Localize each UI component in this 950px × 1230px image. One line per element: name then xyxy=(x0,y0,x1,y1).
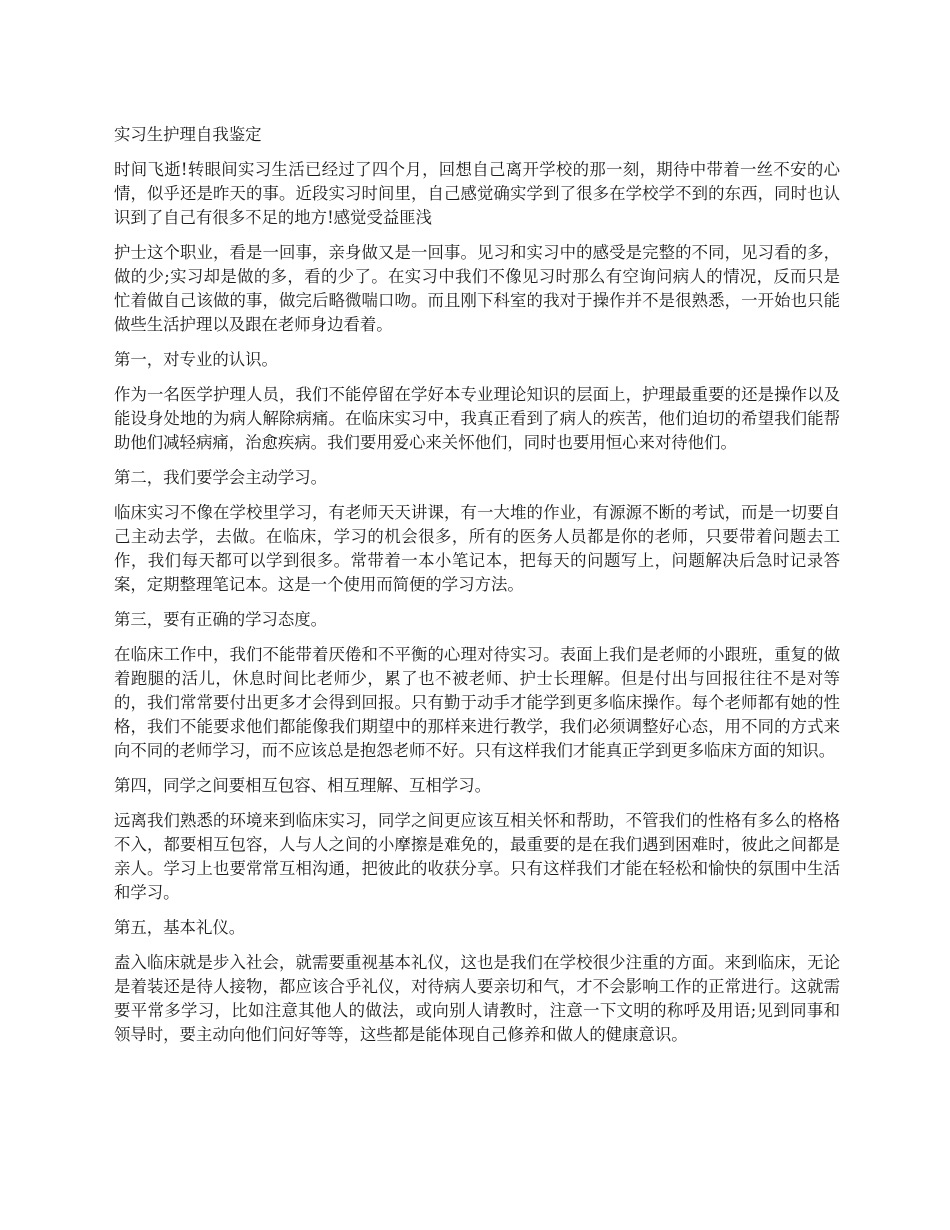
section-heading-3: 第三，要有正确的学习态度。 xyxy=(114,610,328,629)
document-page xyxy=(114,123,840,1058)
paragraph-section-3: 在临床工作中，我们不能带着厌倦和不平衡的心理对待实习。表面上我们是老师的小跟班，重复的做着跑腿的活儿，休息时间比老师少，累了也不被老师、护士长理解。但是付出与回报往往不是对等的，我们常常要付出更多才会得到回报。只有勤于动手才能学到更多临床操作。每个老师都有她的性格，我们不能要求他们都能像我们期望中的那样来进行教学，我们必须调整好心态，用不同的方式来向不同的老师学习，而不应该总是抱怨老师不好。只有这样我们才能真正学到更多临床方面的知识。 xyxy=(114,645,840,760)
paragraph-section-1: 作为一名医学护理人员，我们不能停留在学好本专业理论知识的层面上，护理最重要的还是操作以及能设身处地的为病人解除病痛。在临床实习中，我真正看到了病人的疾苦，他们迫切的希望我们能帮助他们减轻病痛，治愈疾病。我们要用爱心来关怀他们，同时也要用恒心来对待他们。 xyxy=(114,385,840,452)
paragraph-nursing-job: 护士这个职业，看是一回事，亲身做又是一回事。见习和实习中的感受是完整的不同，见习看的多，做的少;实习却是做的多，看的少了。在实习中我们不像见习时那么有空询问病人的情况，反而只是忙着做自己该做的事，做完后略微喘口吻。而且刚下科室的我对于操作并不是很熟悉，一开始也只能做些生活护理以及跟在老师身边看着。 xyxy=(114,243,840,334)
section-heading-1: 第一，对专业的认识。 xyxy=(114,350,278,369)
section-heading-5: 第五，基本礼仪。 xyxy=(114,918,246,937)
document-title: 实习生护理自我鉴定 xyxy=(114,125,262,144)
paragraph-section-2: 临床实习不像在学校里学习，有老师天天讲课，有一大堆的作业，有源源不断的考试，而是一切要自己主动去学，去做。在临床，学习的机会很多，所有的医务人员都是你的老师，只要带着问题去工作，我们每天都可以学到很多。常带着一本小笔记本，把每天的问题写上，问题解决后急时记录答案，定期整理笔记本。这是一个使用而简便的学习方法。 xyxy=(114,503,840,594)
paragraph-section-5: 盍入临床就是步入社会，就需要重视基本礼仪，这也是我们在学校很少注重的方面。来到临床，无论是着装还是待人接物，都应该合乎礼仪，对待病人要亲切和气，才不会影响工作的正常进行。这就需要平常多学习，比如注意其他人的做法，或向别人请教时，注意一下文明的称呼及用语;见到同事和领导时，要主动向他们问好等等，这些都是能体现自己修养和做人的健康意识。 xyxy=(114,953,840,1044)
section-heading-2: 第二，我们要学会主动学习。 xyxy=(114,468,328,487)
paragraph-intro: 时间飞逝!转眼间实习生活已经过了四个月，回想自己离开学校的那一刻，期待中带着一丝不安的心情，似乎还是昨天的事。近段实习时间里，自己感觉确实学到了很多在学校学不到的东西，同时也认识到了自己有很多不足的地方!感觉受益匪浅 xyxy=(114,160,840,227)
section-heading-4: 第四，同学之间要相互包容、相互理解、互相学习。 xyxy=(114,776,491,795)
paragraph-section-4: 远离我们熟悉的环境来到临床实习，同学之间更应该互相关怀和帮助，不管我们的性格有多么的格格不入，都要相互包容，人与人之间的小摩擦是难免的，最重要的是在我们遇到困难时，彼此之间都是亲人。学习上也要常常互相沟通，把彼此的收获分享。只有这样我们才能在轻松和愉快的氛围中生活和学习。 xyxy=(114,811,840,902)
